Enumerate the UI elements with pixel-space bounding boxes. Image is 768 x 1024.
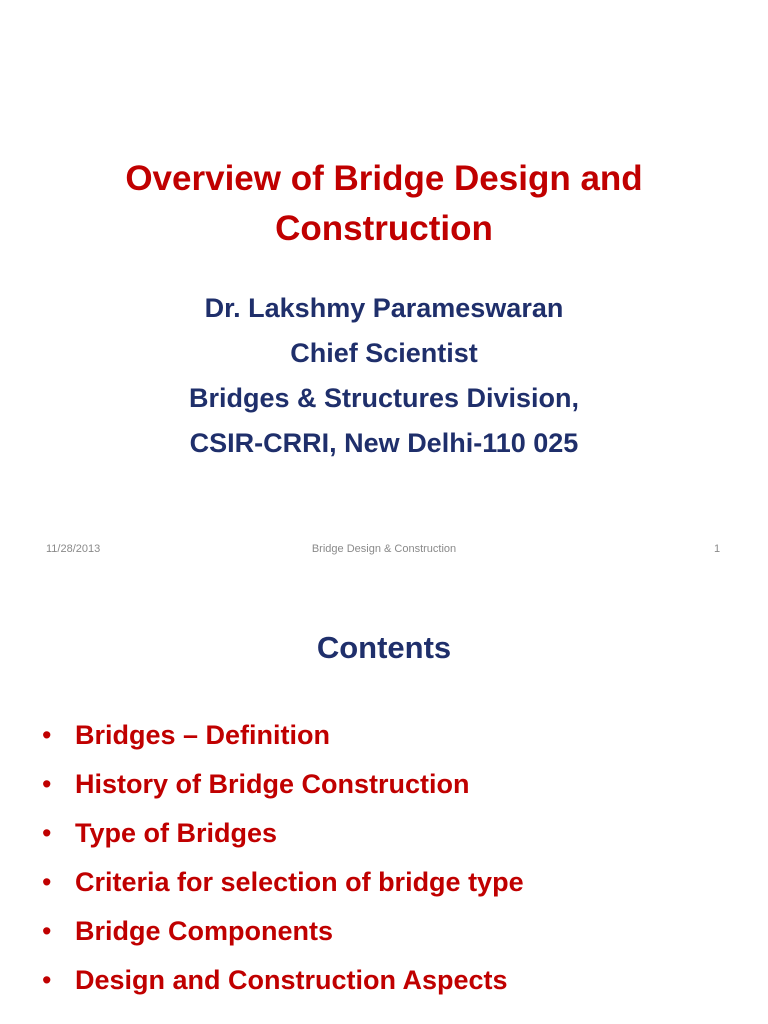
list-item: [42, 762, 524, 811]
footer-title: Bridge Design & Construction: [311, 543, 457, 555]
contents-heading: Contents: [316, 630, 452, 665]
bullet-icon: •: [42, 867, 52, 897]
list-item-text: Design and Construction Aspects: [75, 965, 508, 995]
footer-date: 11/28/2013: [46, 543, 101, 555]
footer-page-number: 1: [714, 543, 721, 555]
contents-list: [42, 713, 524, 1007]
bullet-icon: •: [42, 818, 52, 848]
list-item: [42, 860, 524, 909]
contents-slide: [0, 576, 768, 1024]
list-item-text: Bridge Components: [75, 916, 334, 946]
list-item-text: Bridges – Definition: [75, 720, 331, 750]
bullet-icon: •: [42, 769, 52, 799]
author-block: [0, 286, 768, 466]
list-item: [42, 713, 524, 762]
slide-title: [0, 154, 768, 254]
bullet-icon: •: [42, 720, 52, 750]
list-item-text: History of Bridge Construction: [75, 769, 470, 799]
author-name: Dr. Lakshmy Parameswaran: [204, 293, 564, 323]
bullet-icon: •: [42, 916, 52, 946]
list-item: [42, 958, 524, 1007]
list-item: [42, 909, 524, 958]
list-item-text: Criteria for selection of bridge type: [75, 867, 524, 897]
slide-title-line-1: Overview of Bridge Design and: [125, 159, 643, 198]
author-position: Chief Scientist: [290, 338, 478, 368]
author-address: CSIR-CRRI, New Delhi-110 025: [189, 428, 579, 458]
slide-title-line-2: Construction: [275, 209, 493, 248]
bullet-icon: •: [42, 965, 52, 995]
list-item-text: Type of Bridges: [75, 818, 278, 848]
author-division: Bridges & Structures Division,: [188, 383, 580, 413]
list-item: [42, 811, 524, 860]
